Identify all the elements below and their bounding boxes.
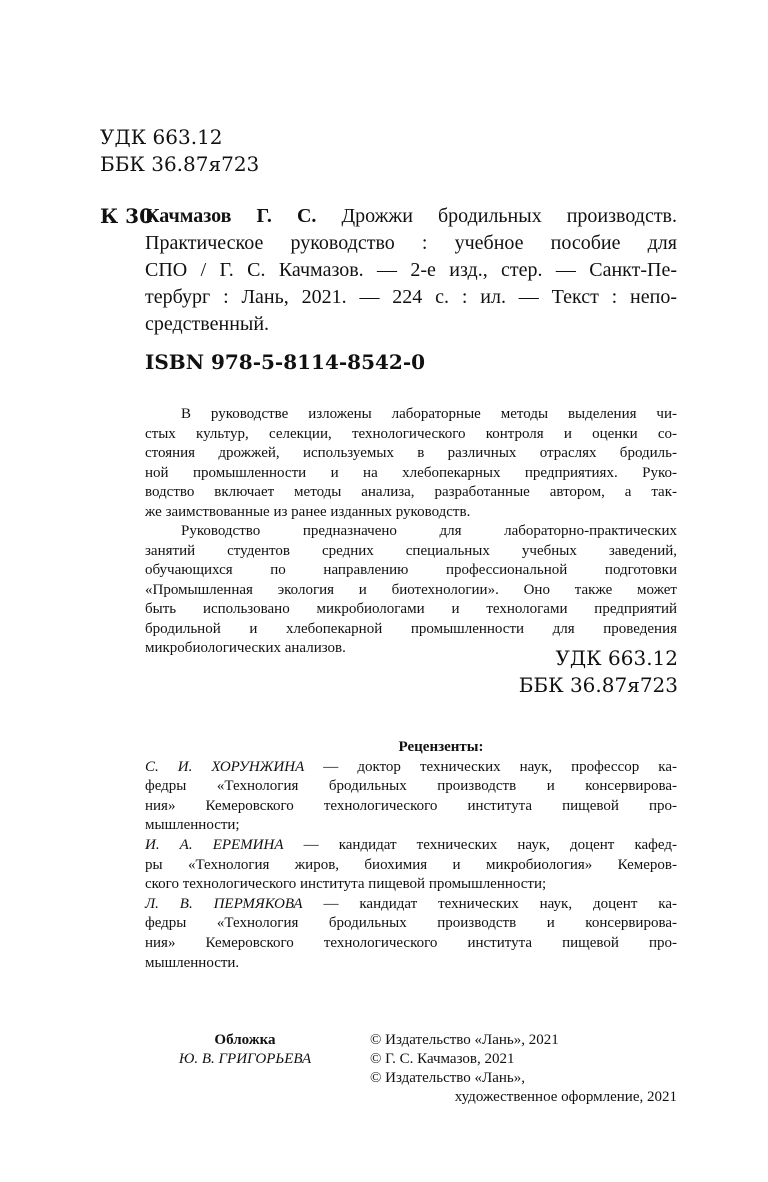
- abstract-line: стых культур, селекции, технологического контроля и оценки со-: [145, 425, 677, 442]
- reviewer-line: ния» Кемеровского технологического института пищевой про-: [145, 934, 677, 951]
- reviewer-line: ского технологического института пищевой промышленности;: [145, 876, 547, 893]
- abstract-line: обучающихся по направлению профессиональной подготовки: [145, 562, 677, 578]
- reviewer-name: И. А. ЕРЕМИНА: [145, 836, 284, 853]
- abstract-line: занятий студентов средних специальных учебных заведений,: [145, 542, 677, 559]
- cover-designer: Ю. В. ГРИГОРЬЕВА: [178, 1051, 312, 1067]
- copyright-line: художественное оформление, 2021: [454, 1089, 677, 1105]
- reviewer-line: федры «Технология бродильных производств и консервирова-: [145, 778, 677, 795]
- abstract-line: стояния дрожжей, используемых в различных отраслях бродиль-: [145, 445, 677, 461]
- copyright-line: © Издательство «Лань», 2021: [370, 1032, 559, 1048]
- abstract-line: же заимствованные из ранее изданных руководств.: [145, 503, 471, 520]
- reviewer-line: мышленности;: [145, 817, 240, 834]
- reviewers-block: [145, 738, 677, 973]
- abstract-line: водство включает методы анализа, разработанные автором, а так-: [145, 484, 677, 500]
- abstract: [145, 405, 677, 659]
- author-name: Качмазов Г. С.: [145, 205, 317, 227]
- udc-code: УДК 663.12: [100, 125, 223, 149]
- reviewer-line: мышленности.: [145, 954, 240, 971]
- biblio-line: [145, 203, 677, 230]
- reviewer-line: ры «Технология жиров, биохимия и микробиология» Кемеров-: [145, 856, 677, 873]
- bbk-code: ББК 36.87я723: [100, 152, 260, 176]
- cover-credit: [145, 1031, 345, 1069]
- biblio-line: тербург : Лань, 2021. — 224 с. : ил. — Текст : непо-: [145, 286, 677, 308]
- classification-block-top: [100, 124, 259, 178]
- catalog-code: К 30: [100, 204, 153, 228]
- abstract-line: В руководстве изложены лабораторные методы выделения чи-: [181, 406, 677, 422]
- abstract-line: «Промышленная экология и биотехнологии». Оно также может: [145, 581, 677, 598]
- isbn: ISBN 978-5-8114-8542-0: [145, 350, 426, 374]
- reviewer-line: федры «Технология бродильных производств и консервирова-: [145, 915, 677, 932]
- udc-code: УДК 663.12: [555, 646, 678, 670]
- abstract-line: микробиологических анализов.: [145, 640, 346, 656]
- copyright-block: [370, 1031, 677, 1107]
- abstract-line: ной промышленности и на хлебопекарных предприятиях. Руко-: [145, 464, 677, 481]
- biblio-line: СПО / Г. С. Качмазов. — 2-е изд., стер. — Санкт-Пе-: [145, 259, 677, 281]
- reviewers-title: Рецензенты:: [398, 739, 484, 755]
- abstract-line: бродильной и хлебопекарной промышленности для проведения: [145, 620, 677, 637]
- book-title: Дрожжи бродильных производств.: [316, 205, 678, 227]
- reviewer-name: С. И. ХОРУНЖИНА: [145, 758, 305, 775]
- abstract-line: Руководство предназначено для лабораторно-практических: [181, 523, 677, 539]
- bibliographic-record: [145, 203, 677, 338]
- reviewer-line: И. А. ЕРЕМИНА — кандидат технических наук, доцент кафед-: [145, 836, 677, 853]
- abstract-line: быть использовано микробиологами и технологами предприятий: [145, 601, 677, 617]
- reviewer-line: ния» Кемеровского технологического института пищевой про-: [145, 797, 677, 814]
- biblio-line: средственный.: [145, 313, 270, 335]
- bbk-code: ББК 36.87я723: [518, 673, 678, 697]
- reviewer-line: Л. В. ПЕРМЯКОВА — кандидат технических наук, доцент ка-: [145, 895, 677, 912]
- reviewer-line: С. И. ХОРУНЖИНА — доктор технических наук, профессор ка-: [145, 758, 677, 775]
- cover-label: Обложка: [214, 1032, 276, 1048]
- biblio-line: Практическое руководство : учебное пособие для: [145, 232, 677, 254]
- classification-block-right: [519, 645, 678, 699]
- copyright-line: © Издательство «Лань»,: [370, 1070, 525, 1086]
- copyright-line: © Г. С. Качмазов, 2021: [370, 1051, 515, 1067]
- reviewer-name: Л. В. ПЕРМЯКОВА: [145, 895, 303, 912]
